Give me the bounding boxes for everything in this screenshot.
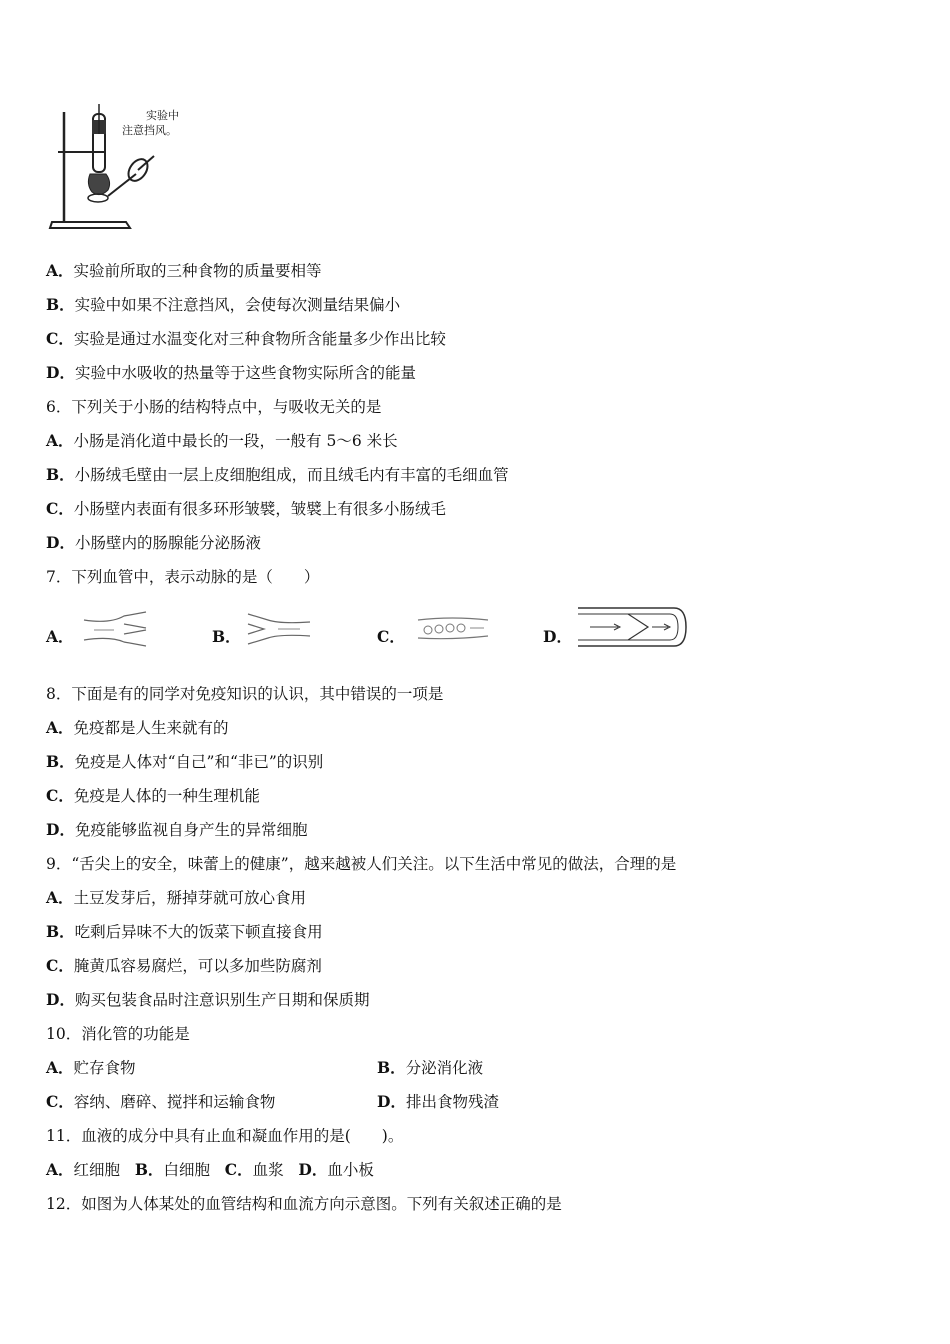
q5-option-d: D．实验中水吸收的热量等于这些食物实际所含的能量: [46, 363, 416, 382]
q7-label-c: C．: [377, 627, 405, 646]
q11-option-b: B．白细胞: [134, 1160, 210, 1179]
q9-option-b: B．吃剩后异味不大的饭菜下顿直接食用: [46, 922, 323, 941]
q9-stem: 9．“舌尖上的安全，味蕾上的健康”，越来越被人们关注。以下生活中常见的做法，合理的是: [46, 855, 677, 873]
q10-option-b: B．分泌消化液: [377, 1058, 484, 1077]
q5-option-b: B．实验中如果不注意挡风，会使每次测量结果偏小: [46, 295, 401, 314]
q7-vessel-c-figure: [412, 612, 492, 644]
q11-options-row: [46, 1160, 374, 1180]
q11-option-c: C．血浆: [224, 1160, 284, 1179]
q8-stem: 8．下面是有的同学对免疫知识的认识，其中错误的一项是: [46, 685, 444, 703]
q8-option-b: B．免疫是人体对“自己”和“非已”的识别: [46, 752, 324, 771]
q7-vessel-d-figure: [574, 604, 690, 650]
q8-option-a: A．免疫都是人生来就有的: [46, 718, 229, 737]
q5-option-c: C．实验是通过水温变化对三种食物所含能量多少作出比较: [46, 329, 446, 348]
q11-option-a: A．红细胞: [46, 1160, 121, 1179]
q5-option-a: A．实验前所取的三种食物的质量要相等: [46, 261, 322, 280]
q8-option-d: D．免疫能够监视自身产生的异常细胞: [46, 820, 308, 839]
q10-option-a: A．贮存食物: [46, 1058, 136, 1077]
q11-option-d: D．血小板: [298, 1160, 374, 1179]
apparatus-note-line1: 实验中: [146, 109, 179, 122]
q12-stem: 12．如图为人体某处的血管结构和血流方向示意图。下列有关叙述正确的是: [46, 1195, 562, 1213]
q6-option-a: A．小肠是消化道中最长的一段，一般有 5～6 米长: [46, 431, 398, 450]
q9-option-c: C．腌黄瓜容易腐烂，可以多加些防腐剂: [46, 956, 322, 975]
q7-label-d: D．: [543, 627, 572, 646]
q7-label-a: A．: [46, 627, 74, 646]
q10-stem: 10．消化管的功能是: [46, 1025, 190, 1043]
q6-option-d: D．小肠壁内的肠腺能分泌肠液: [46, 533, 261, 552]
q11-stem: 11．血液的成分中具有止血和凝血作用的是( )。: [46, 1127, 404, 1145]
q10-option-d: D．排出食物残渣: [377, 1092, 499, 1111]
q10-option-c: C．容纳、磨碎、搅拌和运输食物: [46, 1092, 276, 1111]
apparatus-note-line2: 注意挡风。: [122, 124, 177, 137]
q6-stem: 6．下列关于小肠的结构特点中，与吸收无关的是: [46, 398, 382, 416]
q7-vessel-b-figure: [244, 610, 314, 648]
q7-stem: 7．下列血管中，表示动脉的是（ ）: [46, 568, 320, 586]
q7-vessel-a-figure: [80, 610, 150, 648]
q9-option-a: A．土豆发芽后，掰掉芽就可放心食用: [46, 888, 307, 907]
q6-option-b: B．小肠绒毛壁由一层上皮细胞组成，而且绒毛内有丰富的毛细血管: [46, 465, 509, 484]
q9-option-d: D．购买包装食品时注意识别生产日期和保质期: [46, 990, 370, 1009]
combustion-apparatus-figure: [46, 104, 206, 234]
q6-option-c: C．小肠壁内表面有很多环形皱襞，皱襞上有很多小肠绒毛: [46, 499, 446, 518]
q7-label-b: B．: [212, 627, 241, 646]
q8-option-c: C．免疫是人体的一种生理机能: [46, 786, 260, 805]
